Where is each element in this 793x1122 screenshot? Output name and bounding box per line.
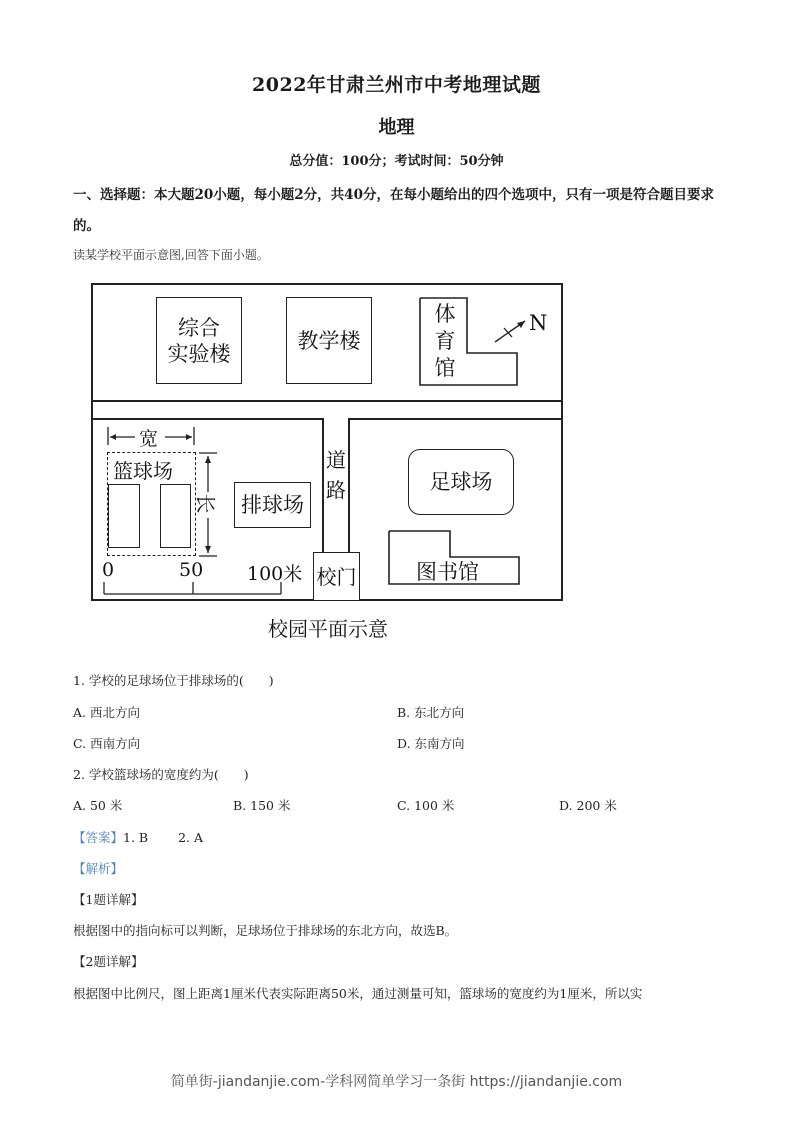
question-1-option-b: B. 东北方向 (397, 705, 465, 720)
answer-q2: 2. A (178, 830, 204, 845)
basketball-court-2 (160, 484, 191, 548)
road-top-edge (93, 400, 561, 402)
answer-q1: 1. B (123, 830, 149, 845)
teaching-building: 教学楼 (286, 297, 372, 384)
lab-building-label-2: 实验楼 (167, 341, 231, 366)
road-label-char-2: 路 (326, 478, 346, 502)
footer-watermark: 简单街-jiandanjie.com-学科网简单学习一条街 https://jiandanjie.com (170, 1074, 623, 1090)
gym-label-char-1: 体 (434, 302, 456, 326)
road-right-edge (348, 418, 350, 552)
lab-building-label-1: 综合 (178, 315, 220, 340)
length-label: 长 (193, 493, 218, 514)
road-bottom-edge-left (93, 418, 322, 420)
question-2-stem: 2. 学校篮球场的宽度约为( ) (73, 767, 249, 782)
question-2-option-c: C. 100 米 (397, 798, 455, 813)
analysis-q2-text: 根据图中比例尺，图上距离1厘米代表实际距离50米，通过测量可知，篮球场的宽度约为1厘米，所以实 (73, 986, 643, 1001)
lab-building (156, 297, 242, 384)
question-2-option-d: D. 200 米 (559, 798, 617, 813)
answer-line (73, 828, 203, 846)
question-2-option-b: B. 150 米 (233, 798, 291, 813)
school-gate: 校门 (313, 552, 360, 601)
document-title: 2022年甘肃兰州市中考地理试题 (252, 74, 541, 96)
section-heading: 一、选择题：本大题20小题，每小题2分，共40分，在每小题给出的四个选项中，只有一项是符合题目要求的。 (73, 187, 714, 234)
scale-end: 100米 (247, 563, 303, 585)
campus-map-figure (91, 283, 563, 601)
road-left-edge (322, 418, 324, 552)
question-1-option-c: C. 西南方向 (73, 736, 141, 751)
gym-label-char-2: 育 (434, 329, 456, 353)
exam-meta: 总分值：100分；考试时间：50分钟 (289, 154, 504, 169)
analysis-label: 【解析】 (73, 861, 124, 876)
basketball-court-1 (108, 484, 140, 548)
gym-label-char-3: 馆 (434, 356, 456, 380)
north-arrow-icon (493, 317, 529, 345)
basketball-label: 篮球场 (113, 459, 173, 483)
question-1-stem: 1. 学校的足球场位于排球场的( ) (73, 673, 274, 688)
question-1-option-a: A. 西北方向 (73, 705, 140, 720)
library-label: 图书馆 (416, 560, 479, 584)
answer-label: 【答案】 (73, 830, 124, 845)
question-intro: 读某学校平面示意图,回答下面小题。 (73, 248, 269, 262)
analysis-q2-heading: 【2题详解】 (73, 954, 144, 969)
gym-label (433, 301, 457, 382)
subject-title: 地理 (378, 117, 415, 138)
road-label (325, 445, 347, 505)
scale-bar (103, 581, 289, 597)
analysis-q1-heading: 【1题详解】 (73, 892, 144, 907)
volleyball-court: 排球场 (234, 482, 311, 528)
analysis-q1-text: 根据图中的指向标可以判断，足球场位于排球场的东北方向，故选B。 (73, 923, 458, 938)
north-label: N (529, 311, 548, 335)
road-bottom-edge-right (348, 418, 561, 420)
road-label-char-1: 道 (326, 448, 346, 472)
question-2-option-a: A. 50 米 (73, 798, 123, 813)
question-1-option-d: D. 东南方向 (397, 736, 465, 751)
scale-zero: 0 (102, 559, 115, 581)
football-field: 足球场 (408, 449, 514, 515)
width-label: 宽 (139, 428, 159, 450)
map-caption-text: 校园平面示意 (268, 617, 388, 641)
scale-mid: 50 (179, 559, 204, 581)
